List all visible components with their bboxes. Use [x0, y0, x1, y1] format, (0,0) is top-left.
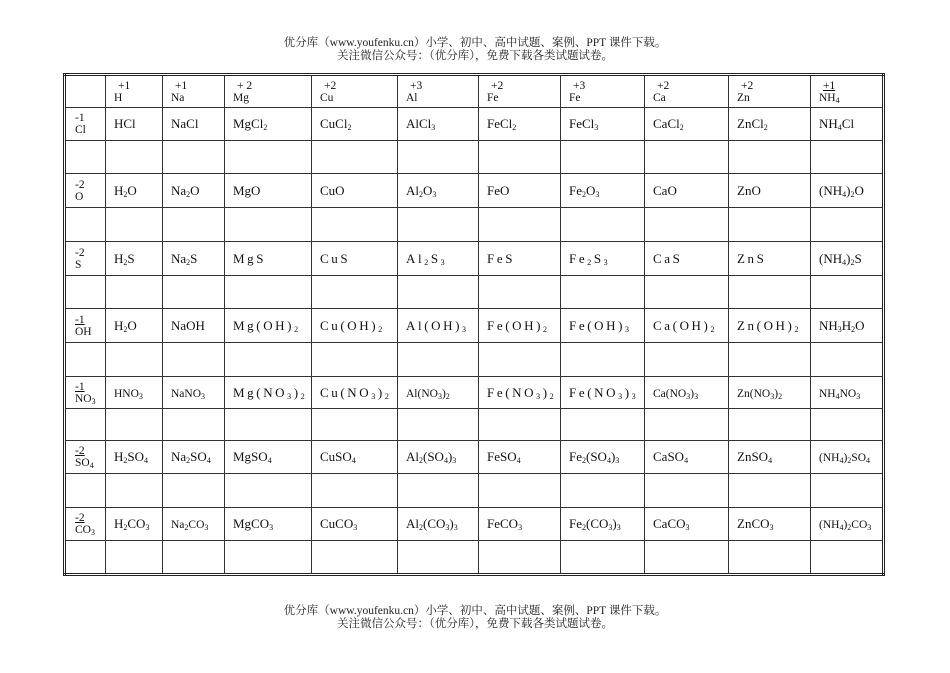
- compound-formula: $Fe_2(SO_4)_3$: [569, 449, 620, 465]
- cation-header-row: [65, 75, 884, 108]
- compound-cell: [561, 174, 645, 208]
- cation-symbol: Na: [171, 91, 185, 104]
- blank-cell: [479, 343, 561, 377]
- compound-formula: NaNO$_3$: [171, 387, 206, 401]
- cation-1: [106, 75, 163, 108]
- blank-cell: [225, 409, 312, 441]
- blank-cell: [561, 409, 645, 441]
- blank-cell: [312, 409, 398, 441]
- anion-1: [65, 108, 106, 141]
- compound-formula: $H_2O$: [114, 317, 137, 334]
- blank-cell: [479, 474, 561, 508]
- compound-formula: CuCl$_2$: [320, 116, 352, 132]
- compound-formula: $Fe_2(CO_3)_3$: [569, 516, 621, 532]
- blank-cell: [398, 474, 479, 508]
- anion-valence: -2: [75, 178, 85, 191]
- anion-valence: -2: [75, 246, 85, 259]
- compound-formula: $Fe_2O_3$: [569, 182, 600, 199]
- blank-cell: [225, 541, 312, 575]
- blank-row: [65, 409, 884, 441]
- compound-row: [65, 108, 884, 141]
- compound-cell: [479, 377, 561, 409]
- compound-formula: ZnO: [737, 182, 761, 198]
- cation-4: [312, 75, 398, 108]
- compound-formula: CaCO$_3$: [653, 516, 690, 532]
- footer-line-2: 关注微信公众号：（优分库），免费下载各类试题试卷。: [337, 618, 613, 630]
- compound-cell: [163, 508, 225, 541]
- compound-cell: [398, 174, 479, 208]
- anion-valence: -1: [75, 380, 85, 393]
- blank-cell: [225, 208, 312, 242]
- compound-formula: $Cu(OH)_2$: [320, 317, 385, 334]
- compound-formula: $(NH_4)_2S$: [819, 250, 862, 267]
- blank-row: [65, 208, 884, 242]
- compound-cell: [645, 508, 729, 541]
- compound-formula: $NH_4Cl$: [819, 116, 855, 132]
- cation-symbol: Zn: [737, 91, 750, 104]
- compound-formula: FeO: [487, 182, 510, 198]
- compound-cell: [729, 242, 811, 276]
- cation-valence: +2: [491, 79, 504, 92]
- blank-cell: [163, 141, 225, 174]
- compound-cell: [225, 377, 312, 409]
- blank-cell: [811, 276, 884, 309]
- cation-symbol: Fe: [569, 91, 581, 104]
- compound-formula: $Fe(NO_3)_2$: [487, 384, 557, 401]
- blank-cell: [645, 276, 729, 309]
- blank-cell: [811, 409, 884, 441]
- header-line-1: 优分库（www.youfenku.cn）小学、初中、高中试题、案例、PPT 课件下载。: [283, 37, 667, 49]
- compound-row: [65, 242, 884, 276]
- blank-cell: [65, 343, 106, 377]
- blank-cell: [811, 343, 884, 377]
- compound-formula: $Al_2S_3$: [406, 250, 448, 267]
- blank-cell: [729, 474, 811, 508]
- blank-row: [65, 343, 884, 377]
- compound-formula: $Zn(OH)_2$: [737, 317, 802, 334]
- compound-formula: NaOH: [171, 317, 205, 333]
- compound-cell: [225, 108, 312, 141]
- compound-cell: [645, 108, 729, 141]
- cation-valence: + 2: [237, 79, 253, 92]
- compound-cell: [398, 508, 479, 541]
- cation-valence: +1: [118, 79, 131, 92]
- blank-cell: [65, 276, 106, 309]
- blank-cell: [479, 541, 561, 575]
- compound-cell: [312, 441, 398, 474]
- anion-valence: -2: [75, 512, 85, 524]
- compound-formula: $Al(OH)_3$: [406, 317, 469, 334]
- cation-symbol: Al: [406, 91, 418, 104]
- blank-cell: [398, 409, 479, 441]
- blank-cell: [65, 541, 106, 575]
- anion-valence: -1: [75, 112, 85, 124]
- compound-formula: $Fe_2S_3$: [569, 250, 611, 267]
- anion-valence: -1: [75, 313, 85, 326]
- blank-cell: [312, 343, 398, 377]
- compound-formula: ZnS: [737, 250, 767, 266]
- compound-cell: [811, 174, 884, 208]
- compound-formula: CaO: [653, 182, 677, 198]
- compound-formula: ZnCO$_3$: [737, 516, 774, 532]
- compound-formula: MgS: [233, 250, 267, 266]
- cation-valence: +3: [410, 79, 423, 92]
- blank-cell: [312, 208, 398, 242]
- blank-cell: [561, 474, 645, 508]
- blank-cell: [645, 474, 729, 508]
- compound-formula: ZnSO$_4$: [737, 449, 773, 465]
- cation-valence: +2: [324, 79, 337, 92]
- compound-cell: [561, 309, 645, 343]
- compound-formula: CuSO$_4$: [320, 449, 356, 465]
- blank-cell: [163, 409, 225, 441]
- blank-cell: [479, 208, 561, 242]
- cation-symbol: Mg: [233, 91, 249, 104]
- blank-cell: [398, 541, 479, 575]
- compound-cell: [479, 441, 561, 474]
- compound-cell: [729, 377, 811, 409]
- blank-cell: [65, 208, 106, 242]
- compound-formula: CaS: [653, 250, 683, 266]
- cation-valence: +1: [175, 79, 188, 92]
- compound-formula: FeCl$_3$: [569, 116, 599, 132]
- anion-symbol: S: [75, 258, 82, 271]
- compound-cell: [106, 441, 163, 474]
- compound-formula: $NH_4NO_3$: [819, 387, 861, 401]
- compound-formula: CuO: [320, 182, 345, 198]
- compound-cell: [811, 377, 884, 409]
- compound-cell: [398, 309, 479, 343]
- compound-formula: $Fe(OH)_3$: [569, 317, 632, 334]
- compound-cell: [645, 441, 729, 474]
- blank-cell: [398, 208, 479, 242]
- blank-cell: [106, 141, 163, 174]
- cation-valence: +2: [741, 79, 754, 92]
- compound-cell: [106, 242, 163, 276]
- compound-formula: MgCl$_2$: [233, 116, 268, 132]
- compound-cell: [479, 174, 561, 208]
- compound-formula: $(NH_4)_2CO_3$: [819, 519, 872, 532]
- blank-cell: [479, 276, 561, 309]
- compound-cell: [729, 108, 811, 141]
- compound-formula: $Fe(NO_3)_3$: [569, 384, 639, 401]
- compound-formula: $Na_2O$: [171, 182, 200, 199]
- compound-cell: [163, 377, 225, 409]
- compound-cell: [398, 108, 479, 141]
- blank-cell: [811, 208, 884, 242]
- compound-cell: [561, 242, 645, 276]
- compound-cell: [729, 174, 811, 208]
- compound-formula: $Cu(NO_3)_2$: [320, 384, 392, 401]
- compound-cell: [312, 309, 398, 343]
- compound-cell: [163, 309, 225, 343]
- compound-formula: HCl: [114, 116, 136, 131]
- anion-symbol: OH: [75, 325, 92, 338]
- blank-cell: [163, 343, 225, 377]
- blank-cell: [65, 474, 106, 508]
- blank-cell: [106, 208, 163, 242]
- compound-cell: [561, 377, 645, 409]
- compound-cell: [479, 309, 561, 343]
- anion-3: [65, 242, 106, 276]
- cation-9: [729, 75, 811, 108]
- blank-cell: [65, 141, 106, 174]
- compound-cell: [811, 508, 884, 541]
- compound-cell: [312, 108, 398, 141]
- compound-formula: FeCO$_3$: [487, 516, 523, 532]
- blank-cell: [479, 409, 561, 441]
- compound-cell: [398, 377, 479, 409]
- compound-cell: [225, 441, 312, 474]
- blank-cell: [645, 541, 729, 575]
- compound-cell: [729, 441, 811, 474]
- blank-cell: [312, 474, 398, 508]
- blank-cell: [106, 541, 163, 575]
- blank-cell: [312, 276, 398, 309]
- compound-row: [65, 377, 884, 409]
- compound-formula: $Zn(NO_3)_2$: [737, 387, 783, 401]
- anion-2: [65, 174, 106, 208]
- blank-cell: [729, 409, 811, 441]
- cation-5: [398, 75, 479, 108]
- cation-6: [479, 75, 561, 108]
- blank-cell: [811, 474, 884, 508]
- compound-cell: [729, 309, 811, 343]
- blank-cell: [479, 141, 561, 174]
- compound-cell: [729, 508, 811, 541]
- blank-cell: [225, 141, 312, 174]
- footer-line-1: 优分库（www.youfenku.cn）小学、初中、高中试题、案例、PPT 课件下载。: [283, 605, 667, 617]
- blank-cell: [163, 276, 225, 309]
- blank-cell: [106, 276, 163, 309]
- compound-cell: [312, 377, 398, 409]
- compound-formula: FeCl$_2$: [487, 116, 517, 132]
- blank-cell: [163, 208, 225, 242]
- anion-5: [65, 377, 106, 409]
- blank-cell: [225, 276, 312, 309]
- blank-cell: [561, 541, 645, 575]
- compound-cell: [561, 508, 645, 541]
- compound-formula: CuS: [320, 250, 351, 266]
- compound-cell: [163, 174, 225, 208]
- compound-formula: ZnCl$_2$: [737, 116, 768, 132]
- compound-cell: [106, 309, 163, 343]
- blank-cell: [398, 276, 479, 309]
- compound-formula: MgO: [233, 182, 261, 198]
- compound-cell: [645, 174, 729, 208]
- anion-symbol: $CO_3$: [75, 524, 95, 537]
- blank-cell: [561, 208, 645, 242]
- compound-cell: [561, 108, 645, 141]
- compound-formula: $H_2SO_4$: [114, 449, 149, 465]
- compound-formula: $NH_3H_2O$: [819, 317, 865, 334]
- blank-cell: [561, 343, 645, 377]
- compound-formula: $Ca(NO_3)_3$: [653, 387, 699, 401]
- anion-symbol: $NO_3$: [75, 392, 96, 406]
- compound-formula: CuCO$_3$: [320, 516, 358, 532]
- compound-formula: $(NH_4)_2SO_4$: [819, 452, 870, 465]
- blank-cell: [729, 276, 811, 309]
- compound-cell: [225, 174, 312, 208]
- blank-cell: [561, 141, 645, 174]
- blank-cell: [729, 208, 811, 242]
- blank-cell: [398, 141, 479, 174]
- compound-cell: [479, 108, 561, 141]
- blank-cell: [645, 409, 729, 441]
- header-line-2: 关注微信公众号：（优分库），免费下载各类试题试卷。: [337, 50, 613, 62]
- compound-cell: [312, 242, 398, 276]
- anion-6: [65, 441, 106, 474]
- compound-cell: [163, 441, 225, 474]
- compound-formula: $Al_2O_3$: [406, 182, 437, 199]
- compound-formula: $H_2O$: [114, 182, 137, 199]
- blank-cell: [811, 141, 884, 174]
- blank-cell: [398, 343, 479, 377]
- anion-symbol: O: [75, 190, 84, 203]
- compound-cell: [106, 108, 163, 141]
- compound-cell: [645, 242, 729, 276]
- cation-valence: +2: [657, 79, 670, 92]
- compound-formula: $H_2S$: [114, 250, 135, 267]
- compound-cell: [312, 174, 398, 208]
- compound-formula: $Al_2(CO_3)_3$: [406, 516, 458, 532]
- valence-compound-table: [63, 73, 885, 576]
- blank-cell: [312, 541, 398, 575]
- blank-cell: [106, 474, 163, 508]
- cation-8: [645, 75, 729, 108]
- blank-row: [65, 541, 884, 575]
- compound-formula: AlCl$_3$: [406, 116, 436, 132]
- page-footer: [0, 605, 950, 631]
- blank-cell: [729, 141, 811, 174]
- blank-cell: [106, 409, 163, 441]
- anion-valence: -2: [75, 445, 85, 457]
- cation-7: [561, 75, 645, 108]
- compound-cell: [106, 508, 163, 541]
- blank-cell: [312, 141, 398, 174]
- cation-3: [225, 75, 312, 108]
- compound-cell: [312, 508, 398, 541]
- blank-cell: [106, 343, 163, 377]
- compound-formula: $Fe(OH)_2$: [487, 317, 550, 334]
- compound-formula: $HNO_3$: [114, 387, 143, 401]
- blank-cell: [163, 541, 225, 575]
- compound-formula: $(NH_4)_2O$: [819, 182, 864, 199]
- compound-formula: $Al_2(SO_4)_3$: [406, 449, 457, 465]
- blank-cell: [811, 541, 884, 575]
- compound-cell: [645, 309, 729, 343]
- compound-cell: [561, 441, 645, 474]
- compound-formula: $Mg(OH)_2$: [233, 317, 301, 334]
- anion-4: [65, 309, 106, 343]
- compound-formula: $Ca(OH)_2$: [653, 317, 718, 334]
- corner-cell: [65, 75, 106, 108]
- blank-cell: [225, 474, 312, 508]
- blank-cell: [561, 276, 645, 309]
- blank-cell: [645, 141, 729, 174]
- compound-cell: [106, 174, 163, 208]
- blank-row: [65, 141, 884, 174]
- compound-cell: [398, 441, 479, 474]
- compound-cell: [811, 309, 884, 343]
- blank-row: [65, 474, 884, 508]
- cation-symbol: $NH_4$: [819, 91, 840, 105]
- anion-7: [65, 508, 106, 541]
- compound-cell: [811, 441, 884, 474]
- anion-symbol: $SO_4$: [75, 457, 94, 470]
- compound-formula: CaCl$_2$: [653, 116, 684, 132]
- compound-formula: FeSO$_4$: [487, 449, 521, 465]
- compound-formula: $Na_2SO_4$: [171, 449, 211, 465]
- compound-formula: $H_2CO_3$: [114, 516, 150, 532]
- compound-cell: [479, 508, 561, 541]
- compound-cell: [811, 242, 884, 276]
- compound-formula: FeS: [487, 250, 516, 266]
- compound-row: [65, 309, 884, 343]
- compound-formula: CaSO$_4$: [653, 449, 689, 465]
- compound-cell: [811, 108, 884, 141]
- compound-cell: [398, 242, 479, 276]
- compound-formula: $Mg(NO_3)_2$: [233, 384, 308, 401]
- blank-cell: [645, 343, 729, 377]
- compound-cell: [163, 242, 225, 276]
- blank-cell: [729, 343, 811, 377]
- compound-formula: MgCO$_3$: [233, 516, 274, 532]
- compound-row: [65, 508, 884, 541]
- compound-cell: [106, 377, 163, 409]
- compound-cell: [225, 309, 312, 343]
- compound-cell: [645, 377, 729, 409]
- blank-cell: [163, 474, 225, 508]
- compound-formula: MgSO$_4$: [233, 449, 272, 465]
- compound-cell: [225, 242, 312, 276]
- cation-valence: +1: [823, 79, 836, 92]
- cation-symbol: Ca: [653, 91, 666, 104]
- compound-cell: [225, 508, 312, 541]
- compound-row: [65, 441, 884, 474]
- compound-row: [65, 174, 884, 208]
- blank-cell: [225, 343, 312, 377]
- compound-cell: [479, 242, 561, 276]
- compound-formula: $Al(NO_3)_2$: [406, 387, 450, 401]
- cation-valence: +3: [573, 79, 586, 92]
- cation-2: [163, 75, 225, 108]
- cation-10: [811, 75, 884, 108]
- page-header: [0, 37, 950, 63]
- anion-symbol: Cl: [75, 124, 86, 136]
- cation-symbol: Cu: [320, 91, 334, 104]
- blank-cell: [65, 409, 106, 441]
- compound-formula: NaCl: [171, 116, 199, 131]
- compound-cell: [163, 108, 225, 141]
- compound-formula: $Na_2CO_3$: [171, 519, 209, 532]
- blank-cell: [645, 208, 729, 242]
- cation-symbol: Fe: [487, 91, 499, 104]
- cation-symbol: H: [114, 91, 123, 104]
- blank-row: [65, 276, 884, 309]
- blank-cell: [729, 541, 811, 575]
- compound-formula: $Na_2S$: [171, 250, 198, 267]
